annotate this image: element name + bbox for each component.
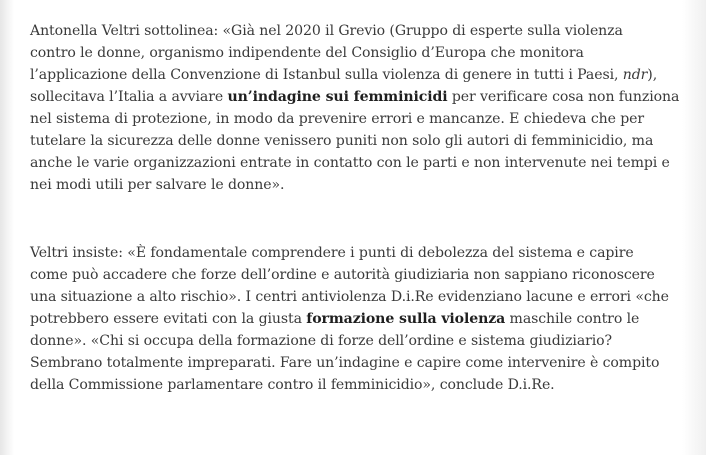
- paragraph-veltri-insiste: [30, 242, 686, 396]
- editor-note-ndr: ndr: [622, 67, 648, 83]
- article-body: [30, 20, 686, 396]
- text-segment: sollecitava l’Italia a avviare: [30, 89, 228, 105]
- text-line: Veltri insiste: «È fondamentale comprendere i punti di debolezza del sistema e capire: [30, 245, 634, 261]
- text-line: anche le varie organizzazioni entrate in contatto con le parti e non intervenute nei tempi e: [30, 155, 670, 171]
- text-line: contro le donne, organismo indipendente del Consiglio d’Europa che monitora: [30, 45, 584, 61]
- text-line: Antonella Veltri sottolinea: «Già nel 2020 il Grevio (Gruppo di esperte sulla violenza: [30, 23, 623, 39]
- paragraph-veltri-grevio: [30, 20, 686, 196]
- text-segment: ),: [647, 67, 658, 83]
- text-segment: per verificare cosa non funziona: [447, 89, 680, 105]
- text-line: [30, 86, 686, 108]
- text-line: [30, 308, 686, 330]
- text-line: tutelare la sicurezza delle donne venissero puniti non solo gli autori di femminicidio, ma: [30, 133, 654, 149]
- text-line: della Commissione parlamentare contro il femminicidio», conclude D.i.Re.: [30, 377, 555, 393]
- text-segment: potrebbero essere evitati con la giusta: [30, 311, 307, 327]
- text-line: donne». «Chi si occupa della formazione di forze dell’ordine e sistema giudiziario?: [30, 333, 613, 349]
- link-formazione-violenza[interactable]: formazione sulla violenza: [306, 311, 506, 327]
- text-segment: maschile contro le: [505, 311, 640, 327]
- text-line: [30, 64, 686, 86]
- link-indagine-femminicidi[interactable]: un’indagine sui femminicidi: [227, 89, 448, 105]
- text-line: una situazione a alto rischio». I centri antiviolenza D.i.Re evidenziano lacune e errori «che: [30, 289, 669, 305]
- text-line: come può accadere che forze dell’ordine e autorità giudiziaria non sappiano riconoscere: [30, 267, 655, 283]
- page-edge-shadow-left: [0, 0, 14, 455]
- text-line: Sembrano totalmente impreparati. Fare un’indagine e capire come intervenire è compito: [30, 355, 660, 371]
- text-segment: l’applicazione della Convenzione di Istanbul sulla violenza di genere in tutti i Paesi,: [30, 67, 623, 83]
- text-line: nel sistema di protezione, in modo da prevenire errori e mancanze. E chiedeva che per: [30, 111, 645, 127]
- text-line: nei modi utili per salvare le donne».: [30, 177, 285, 193]
